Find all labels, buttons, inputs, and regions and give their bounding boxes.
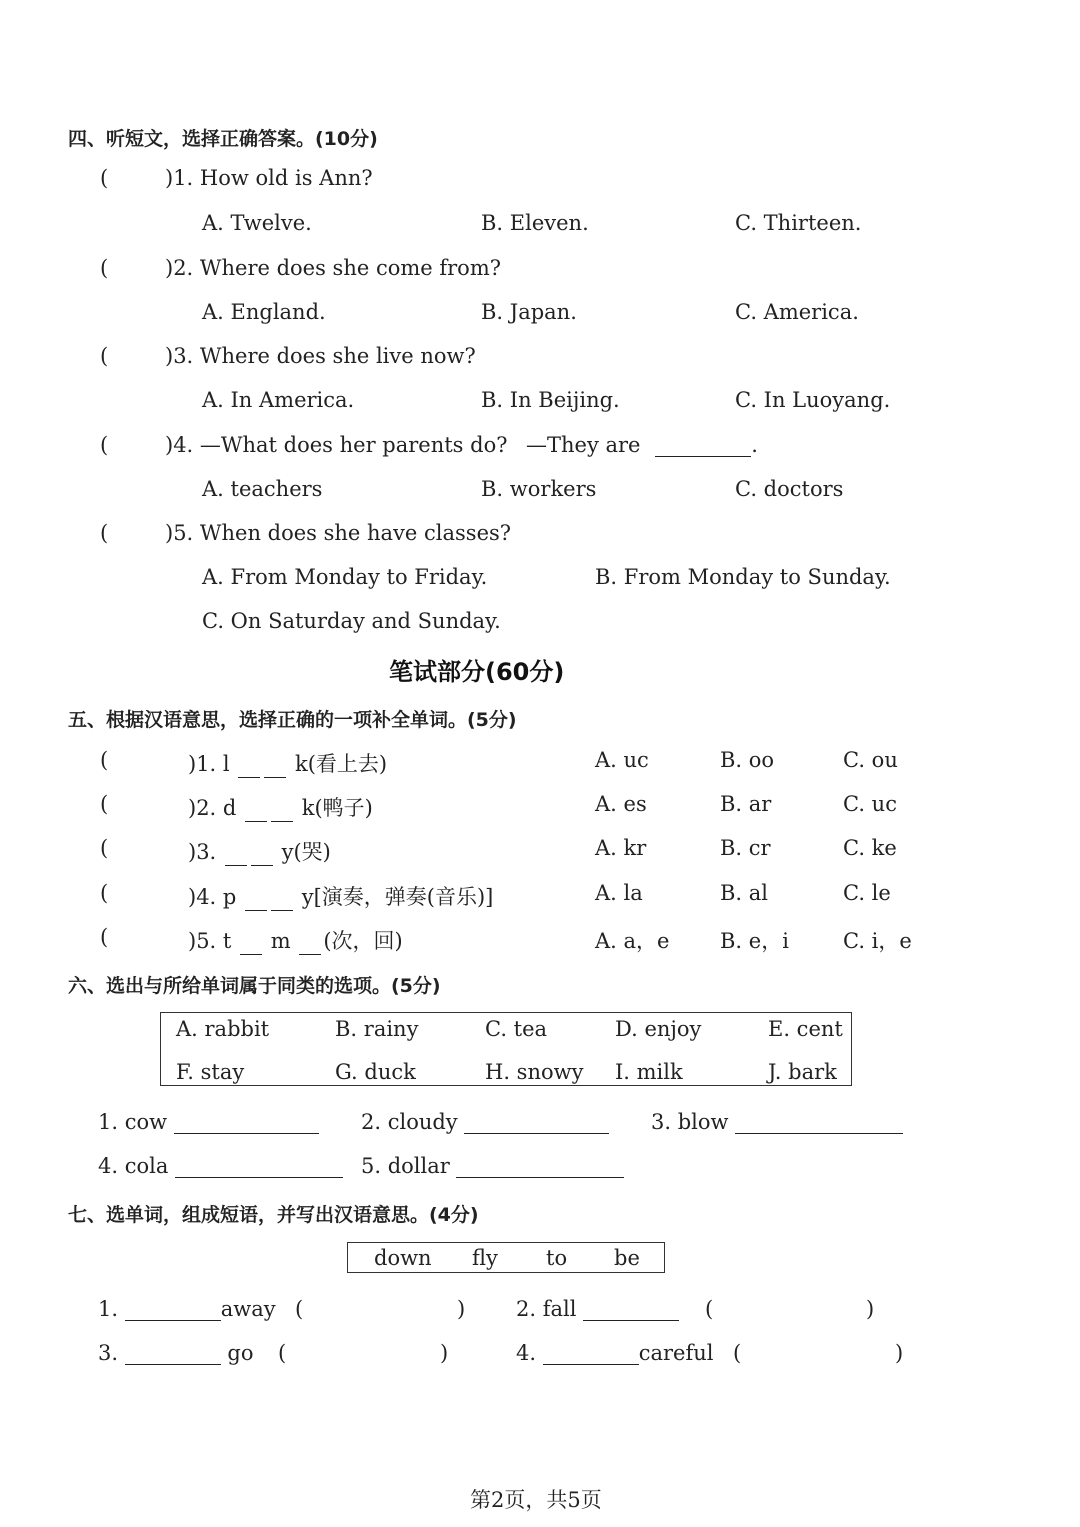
s5-question-5 bbox=[188, 925, 403, 955]
s5-q4-option-c: C. le bbox=[843, 881, 891, 905]
answer-paren-open: ( bbox=[100, 344, 109, 368]
s6-item-3 bbox=[651, 1110, 903, 1134]
q3-option-c: C. In Luoyang. bbox=[735, 388, 891, 412]
q3-option-b: B. In Beijing. bbox=[481, 388, 620, 412]
s5-q3-option-a: A. kr bbox=[595, 836, 647, 860]
phrase-blank[interactable] bbox=[125, 1344, 221, 1365]
s5-q1-end: k(看上去) bbox=[295, 752, 388, 776]
meaning-paren-open: ( bbox=[278, 1341, 287, 1365]
word-bank-item: D. enjoy bbox=[615, 1017, 702, 1041]
q3-option-a: A. In America. bbox=[202, 388, 355, 412]
answer-paren-open: ( bbox=[100, 881, 109, 905]
s6-item-5 bbox=[361, 1154, 624, 1178]
s5-q4-option-a: A. la bbox=[595, 881, 643, 905]
answer-blank[interactable] bbox=[735, 1113, 903, 1134]
s5-q3-end: y(哭) bbox=[281, 840, 331, 864]
word-bank-item: I. milk bbox=[615, 1060, 683, 1084]
page-number: 第2页，共5页 bbox=[470, 1488, 602, 1512]
meaning-paren-open: ( bbox=[295, 1297, 304, 1321]
answer-paren-open: ( bbox=[100, 166, 109, 190]
question-4-stem-b bbox=[526, 433, 758, 457]
word-choice: to bbox=[546, 1246, 568, 1270]
phrase-blank[interactable] bbox=[125, 1300, 221, 1321]
letter-blank[interactable] bbox=[238, 759, 260, 778]
q4-option-a: A. teachers bbox=[202, 477, 323, 501]
s7-item-3-word: go bbox=[227, 1341, 254, 1365]
answer-paren-open: ( bbox=[100, 433, 109, 457]
letter-blank[interactable] bbox=[271, 803, 293, 822]
q5-option-a: A. From Monday to Friday. bbox=[202, 565, 488, 589]
question-5-stem: )5. When does she have classes? bbox=[165, 521, 512, 545]
s6-item-5-label: 5. dollar bbox=[361, 1154, 450, 1178]
letter-blank[interactable] bbox=[264, 759, 286, 778]
meaning-paren-close: ) bbox=[457, 1297, 466, 1321]
s5-q1-option-a: A. uc bbox=[595, 748, 649, 772]
s5-q5-option-c: C. i，e bbox=[843, 929, 912, 953]
section-7-title: 七、选单词，组成短语，并写出汉语意思。(4分) bbox=[68, 1204, 479, 1226]
answer-blank[interactable] bbox=[464, 1113, 609, 1134]
q4-period: . bbox=[751, 433, 758, 457]
s6-item-4-label: 4. cola bbox=[98, 1154, 169, 1178]
q4-blank[interactable] bbox=[655, 436, 751, 457]
s7-item-3 bbox=[98, 1341, 254, 1365]
s5-q4-end: y[演奏，弹奏(音乐)] bbox=[301, 885, 494, 909]
letter-blank[interactable] bbox=[245, 892, 267, 911]
word-bank-item: A. rabbit bbox=[176, 1017, 270, 1041]
q5-option-c: C. On Saturday and Sunday. bbox=[202, 609, 501, 633]
s7-item-2 bbox=[516, 1297, 679, 1321]
s7-item-1-num: 1. bbox=[98, 1297, 119, 1321]
question-3-stem: )3. Where does she live now? bbox=[165, 344, 476, 368]
word-bank-item: H. snowy bbox=[485, 1060, 584, 1084]
q2-option-b: B. Japan. bbox=[481, 300, 577, 324]
word-choice: be bbox=[614, 1246, 640, 1270]
q4-option-c: C. doctors bbox=[735, 477, 844, 501]
q1-option-a: A. Twelve. bbox=[202, 211, 312, 235]
q1-option-b: B. Eleven. bbox=[481, 211, 589, 235]
letter-blank[interactable] bbox=[225, 847, 247, 866]
answer-blank[interactable] bbox=[175, 1157, 343, 1178]
s6-item-2-label: 2. cloudy bbox=[361, 1110, 458, 1134]
meaning-paren-open: ( bbox=[733, 1341, 742, 1365]
letter-blank[interactable] bbox=[299, 936, 321, 955]
s5-question-3 bbox=[188, 836, 331, 866]
s7-item-2-num: 2. fall bbox=[516, 1297, 577, 1321]
s5-q1-num: )1. l bbox=[188, 752, 230, 776]
s7-item-4-num: 4. bbox=[516, 1341, 537, 1365]
s5-q1-option-c: C. ou bbox=[843, 748, 898, 772]
q1-option-c: C. Thirteen. bbox=[735, 211, 862, 235]
s5-q3-option-b: B. cr bbox=[720, 836, 771, 860]
s7-item-3-num: 3. bbox=[98, 1341, 119, 1365]
section-4-title: 四、听短文，选择正确答案。(10分) bbox=[68, 128, 378, 150]
s5-question-2 bbox=[188, 792, 373, 822]
s5-q4-num: )4. p bbox=[188, 885, 237, 909]
meaning-paren-close: ) bbox=[895, 1341, 904, 1365]
question-2-stem: )2. Where does she come from? bbox=[165, 256, 501, 280]
meaning-paren-close: ) bbox=[440, 1341, 449, 1365]
s5-q5-num: )5. t bbox=[188, 929, 232, 953]
answer-paren-open: ( bbox=[100, 925, 109, 949]
s5-q2-option-c: C. uc bbox=[843, 792, 897, 816]
s5-question-4 bbox=[188, 881, 493, 911]
phrase-blank[interactable] bbox=[583, 1300, 679, 1321]
q2-option-a: A. England. bbox=[202, 300, 326, 324]
word-bank-item: G. duck bbox=[335, 1060, 416, 1084]
word-bank-item: B. rainy bbox=[335, 1017, 419, 1041]
s5-q3-option-c: C. ke bbox=[843, 836, 897, 860]
answer-paren-open: ( bbox=[100, 521, 109, 545]
q4-option-b: B. workers bbox=[481, 477, 597, 501]
letter-blank[interactable] bbox=[240, 936, 262, 955]
q2-option-c: C. America. bbox=[735, 300, 859, 324]
answer-paren-open: ( bbox=[100, 256, 109, 280]
word-choice: down bbox=[374, 1246, 432, 1270]
word-bank-item: F. stay bbox=[176, 1060, 245, 1084]
s5-q2-end: k(鸭子) bbox=[301, 796, 373, 820]
s5-q5-option-b: B. e，i bbox=[720, 929, 789, 953]
s7-item-4 bbox=[516, 1341, 714, 1365]
s6-item-3-label: 3. blow bbox=[651, 1110, 729, 1134]
meaning-paren-close: ) bbox=[866, 1297, 875, 1321]
letter-blank[interactable] bbox=[245, 803, 267, 822]
answer-paren-open: ( bbox=[100, 792, 109, 816]
s6-item-2 bbox=[361, 1110, 609, 1134]
section-5-title: 五、根据汉语意思，选择正确的一项补全单词。(5分) bbox=[68, 709, 517, 731]
s5-question-1 bbox=[188, 748, 387, 778]
question-4-reply: —They are bbox=[526, 433, 641, 457]
s5-q1-option-b: B. oo bbox=[720, 748, 775, 772]
s5-q2-option-a: A. es bbox=[595, 792, 647, 816]
phrase-blank[interactable] bbox=[543, 1344, 639, 1365]
letter-blank[interactable] bbox=[271, 892, 293, 911]
question-4-stem: )4. —What does her parents do? bbox=[165, 433, 508, 457]
s7-item-1-word: away bbox=[220, 1297, 276, 1321]
s6-item-1 bbox=[98, 1110, 319, 1134]
q5-option-b: B. From Monday to Sunday. bbox=[595, 565, 891, 589]
s5-q2-option-b: B. ar bbox=[720, 792, 772, 816]
answer-paren-open: ( bbox=[100, 836, 109, 860]
letter-blank[interactable] bbox=[251, 847, 273, 866]
answer-blank[interactable] bbox=[456, 1157, 624, 1178]
answer-blank[interactable] bbox=[174, 1113, 319, 1134]
s6-item-4 bbox=[98, 1154, 343, 1178]
word-choice: fly bbox=[472, 1246, 498, 1270]
s6-item-1-label: 1. cow bbox=[98, 1110, 168, 1134]
s5-q5-mid: m bbox=[270, 929, 291, 953]
s5-q3-num: )3. bbox=[188, 840, 217, 864]
s5-q4-option-b: B. al bbox=[720, 881, 769, 905]
s7-item-4-word: careful bbox=[638, 1341, 714, 1365]
s5-q5-end: (次，回) bbox=[323, 929, 403, 953]
s5-q5-option-a: A. a，e bbox=[595, 929, 670, 953]
word-bank-item: E. cent bbox=[768, 1017, 843, 1041]
word-bank-item: C. tea bbox=[485, 1017, 548, 1041]
answer-paren-open: ( bbox=[100, 748, 109, 772]
question-1-stem: )1. How old is Ann? bbox=[165, 166, 373, 190]
s5-q2-num: )2. d bbox=[188, 796, 237, 820]
word-bank-item: J. bark bbox=[768, 1060, 837, 1084]
section-6-title: 六、选出与所给单词属于同类的选项。(5分) bbox=[68, 975, 441, 997]
s7-item-1 bbox=[98, 1297, 276, 1321]
meaning-paren-open: ( bbox=[705, 1297, 714, 1321]
written-part-title: 笔试部分(60分) bbox=[389, 658, 565, 686]
